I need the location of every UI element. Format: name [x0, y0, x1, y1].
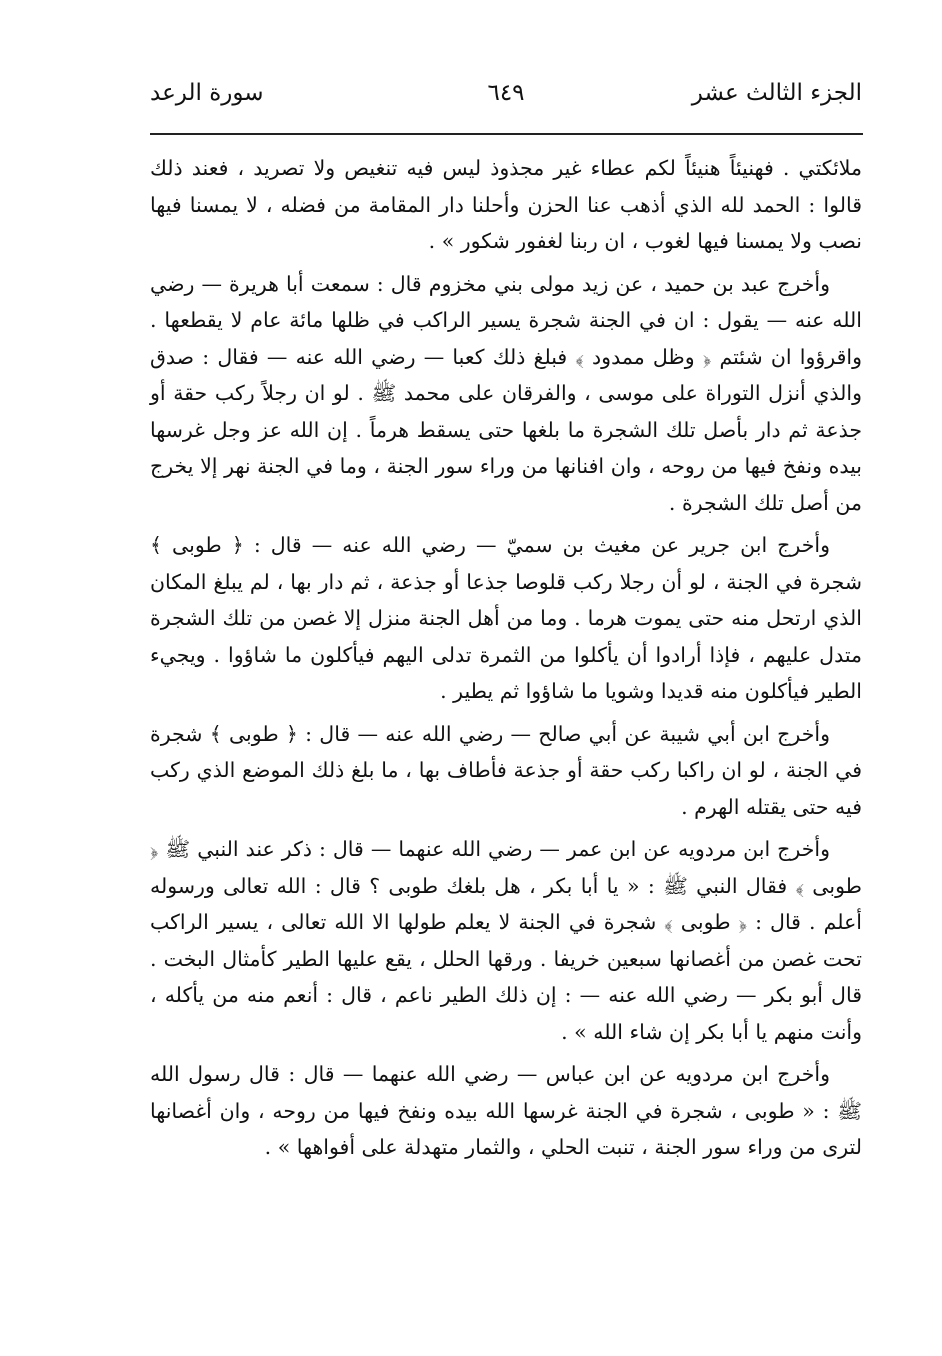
running-header	[150, 70, 862, 130]
paragraph: وأخرج ابن مردويه عن ابن عباس — رضي الله عنهما — قال : قال رسول الله ﷺ : « طوبى ، شجرة في الجنة غرسها الله بيده ونفخ فيها من روحه ، وان أغصانها لترى من وراء سور الجنة ، تنبت الحلي ، والثمار متهدلة على أفواهها » .	[150, 1062, 862, 1159]
paragraph: وأخرج عبد بن حميد ، عن زيد مولى بني مخزوم قال : سمعت أبا هريرة — رضي الله عنه — يقول : ان في الجنة شجرة يسير الراكب في ظلها مائة عام لا يقطعها . واقرؤوا ان شئتم ﴿ وظل ممدود ﴾ فبلغ ذلك كعبا — رضي الله عنه — فقال : صدق والذي أنزل التوراة على موسى ، والفرقان على محمد ﷺ . لو ان رجلاً ركب حقة أو جذعة ثم دار بأصل تلك الشجرة ما بلغها حتى يسقط هرماً . إن الله عز وجل غرسها بيده ونفخ فيها من روحه ، وان افنانها من وراء سور الجنة ، وما في الجنة نهر إلا يخرج من أصل تلك الشجرة .	[150, 271, 862, 515]
paragraph-continuation: ملائكتي . فهنيئاً هنيئاً لكم عطاء غير مجذوذ ليس فيه تنغيص ولا تصريد ، فعند ذلك قالوا : الحمد لله الذي أذهب عنا الحزن وأحلنا دار المقامة من فضله ، لا يمسنا فيها نصب ولا يمسنا فيها لغوب ، ان ربنا لغفور شكور » .	[150, 156, 862, 253]
part-label: الجزء الثالث عشر	[691, 80, 862, 106]
page-body	[150, 150, 862, 1172]
paragraph: وأخرج ابن جرير عن مغيث بن سميّ — رضي الله عنه — قال : ﴿ طوبى ﴾ شجرة في الجنة ، لو أن رجلا ركب قلوصا جذعا أو جذعة ، ثم دار بها ، لم يبلغ المكان الذي ارتحل منه حتى يموت هرما . وما من أهل الجنة منزل إلا غصن من تلك الشجرة متدل عليهم ، فإذا أرادوا أن يأكلوا من الثمرة تدلى اليهم فيأكلون ما شاؤوا . ويجيء الطير فيأكلون منه قديدا وشويا ما شاؤوا ثم يطير .	[150, 533, 862, 703]
paragraph: وأخرج ابن مردويه عن ابن عمر — رضي الله عنهما — قال : ذكر عند النبي ﷺ ﴿ طوبى ﴾ فقال النبي ﷺ : « يا أبا بكر ، هل بلغك طوبى ؟ قال : الله تعالى ورسوله أعلم . قال : ﴿ طوبى ﴾ شجرة في الجنة لا يعلم طولها الا الله تعالى ، يسير الراكب تحت غصن من أغصانها سبعين خريفا . ورقها الحلل ، يقع عليها الطير كأمثال البخت . قال أبو بكر — رضي الله عنه — : إن ذلك الطير ناعم ، قال : أنعم منه من يأكله ، وأنت منهم يا أبا بكر إن شاء الله » .	[150, 837, 862, 1044]
header-divider	[150, 133, 863, 135]
surah-label: سورة الرعد	[150, 80, 264, 106]
page-number: ٦٤٩	[487, 80, 525, 106]
paragraph: وأخرج ابن أبي شيبة عن أبي صالح — رضي الله عنه — قال : ﴿ طوبى ﴾ شجرة في الجنة ، لو ان راكبا ركب حقة أو جذعة فأطاف بها ، ما بلغ ذلك الموضع الذي ركب فيه حتى يقتله الهرم .	[150, 721, 862, 819]
